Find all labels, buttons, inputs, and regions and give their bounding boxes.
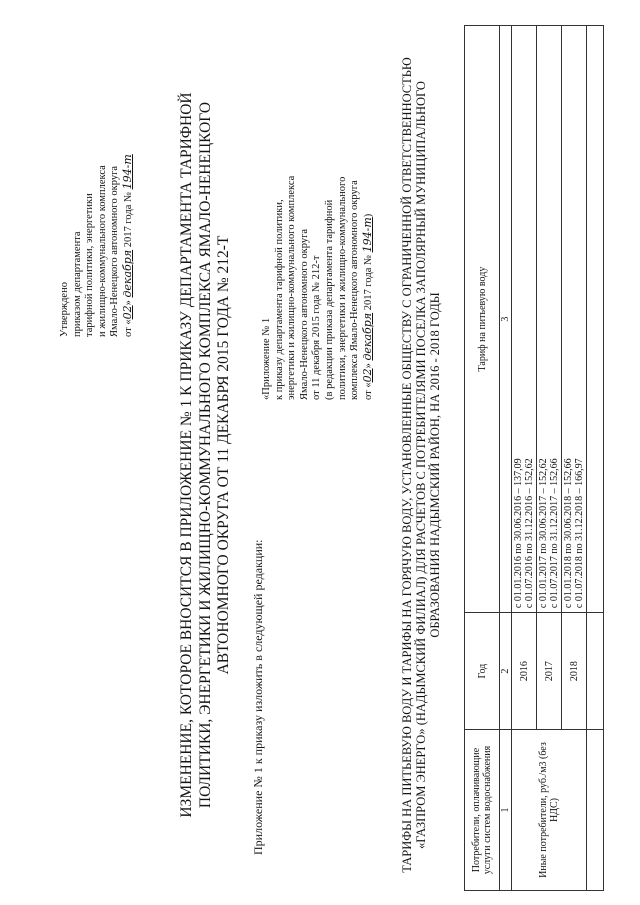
attachment-line: энергетики и жилищно-коммунального комплекса — [286, 175, 298, 400]
attachment-line: к приказу департамента тарифной политики, — [273, 199, 285, 400]
closing-bracket: ) — [362, 213, 374, 218]
tariff-period: с 01.01.2016 по 30.06.2016 – 137,09 — [513, 458, 524, 609]
attachment-line: комплекса Ямало-Ненецкого автономного округа — [349, 180, 361, 400]
date-prefix: от « — [122, 319, 134, 337]
tariff-period: с 01.01.2018 по 30.06.2018 – 152,66 — [563, 458, 574, 609]
handwritten-month: декабря — [360, 312, 374, 361]
tariff-cell — [562, 26, 587, 613]
header-consumers: Потребители, оплачивающие услуги систем водоснабжения — [465, 730, 500, 891]
column-number: 1 — [500, 730, 512, 891]
approval-date-line — [122, 154, 136, 337]
approval-line: Утверждено — [59, 282, 70, 337]
attachment-line: (в редакции приказа департамента тарифной — [323, 199, 335, 400]
handwritten-number: 194-т — [360, 217, 374, 253]
year-cell: 2016 — [512, 613, 537, 730]
attachment-line: «Приложение № 1 — [261, 317, 272, 400]
tariff-cell — [537, 26, 562, 613]
attachment-date-line — [362, 176, 376, 400]
approval-line: и жилищно-коммунального комплекса — [96, 165, 108, 337]
approval-line: приказом департамента — [71, 231, 83, 337]
header-tariff: Тариф на питьевую воду — [465, 26, 500, 613]
header-year: Год — [465, 613, 500, 730]
attachment-header — [261, 176, 375, 400]
tariff-table — [464, 25, 604, 891]
empty-cell — [587, 613, 604, 730]
date-quote: » — [122, 300, 134, 306]
handwritten-number: 194-т — [120, 154, 134, 190]
column-number: 3 — [500, 26, 512, 613]
table-row — [512, 26, 537, 891]
handwritten-month: декабря — [120, 249, 134, 298]
approval-stamp — [59, 154, 136, 337]
intro-text: Приложение № 1 к приказу изложить в следующей редакции: — [251, 539, 265, 855]
attachment-line: от 11 декабря 2015 года № 212-т — [311, 255, 323, 400]
column-number-row — [500, 26, 512, 891]
date-quote: » — [362, 363, 374, 369]
approval-line: Ямало-Ненецкого автономного округа — [109, 165, 121, 337]
year-text: 2017 года № — [362, 255, 374, 311]
date-prefix: от « — [362, 382, 374, 400]
column-number: 2 — [500, 613, 512, 730]
tariff-period: с 01.07.2018 по 31.12.2018 – 166,97 — [574, 458, 585, 609]
table-empty-row — [587, 26, 604, 891]
table-header-row — [465, 26, 500, 891]
approval-line: тарифной политики, энергетики — [84, 193, 96, 337]
document-title: ИЗМЕНЕНИЕ, КОТОРОЕ ВНОСИТСЯ В ПРИЛОЖЕНИЕ № 1 К ПРИКАЗУ ДЕПАРТАМЕНТА ТАРИФНОЙ ПОЛИТИКИ, ЭНЕРГЕТИКИ И ЖИЛИЩНО-КОММУНАЛЬНОГО КОМПЛЕКСА ЯМАЛО-НЕНЕЦКОГО АВТОНОМНОГО ОКРУГА ОТ 11 ДЕКАБРЯ 2015 ГОДА № 212-Т — [178, 92, 232, 818]
year-cell: 2018 — [562, 613, 587, 730]
consumer-cell: Иные потребители, руб./м3 (без НДС) — [512, 730, 587, 891]
tariff-period: с 01.01.2017 по 30.06.2017 – 152,62 — [538, 458, 549, 609]
empty-cell — [587, 730, 604, 891]
handwritten-day: 02 — [120, 305, 134, 320]
attachment-line: политики, энергетики и жилищно-коммунального — [336, 176, 348, 400]
tariff-period: с 01.07.2017 по 31.12.2017 – 152,66 — [549, 458, 560, 609]
empty-cell — [587, 26, 604, 613]
tariff-cell — [512, 26, 537, 613]
attachment-line: Ямало-Ненецкого автономного округа — [298, 228, 310, 400]
tariff-period: с 01.07.2016 по 31.12.2016 – 152,62 — [524, 458, 535, 609]
year-text: 2017 года № — [122, 192, 134, 248]
tariff-table-title: ТАРИФЫ НА ПИТЬЕВУЮ ВОДУ И ТАРИФЫ НА ГОРЯЧУЮ ВОДУ, УСТАНОВЛЕННЫЕ ОБЩЕСТВУ С ОГРАНИЧЕННОЙ ОТВЕТСТВЕННОСТЬЮ «ГАЗПРОМ ЭНЕРГО» (НАДЫМСКИЙ ФИЛИАЛ) ДЛЯ РАСЧЕТОВ С ПОТРЕБИТЕЛЯМИ ПОСЕЛКА ЗАПОЛЯРНЫЙ МУНИЦИПАЛЬНОГО ОБРАЗОВАНИЯ НАДЫМСКИЙ РАЙОН, НА 2016 - 2018 ГОДЫ — [400, 57, 443, 873]
year-cell: 2017 — [537, 613, 562, 730]
handwritten-day: 02 — [360, 368, 374, 383]
